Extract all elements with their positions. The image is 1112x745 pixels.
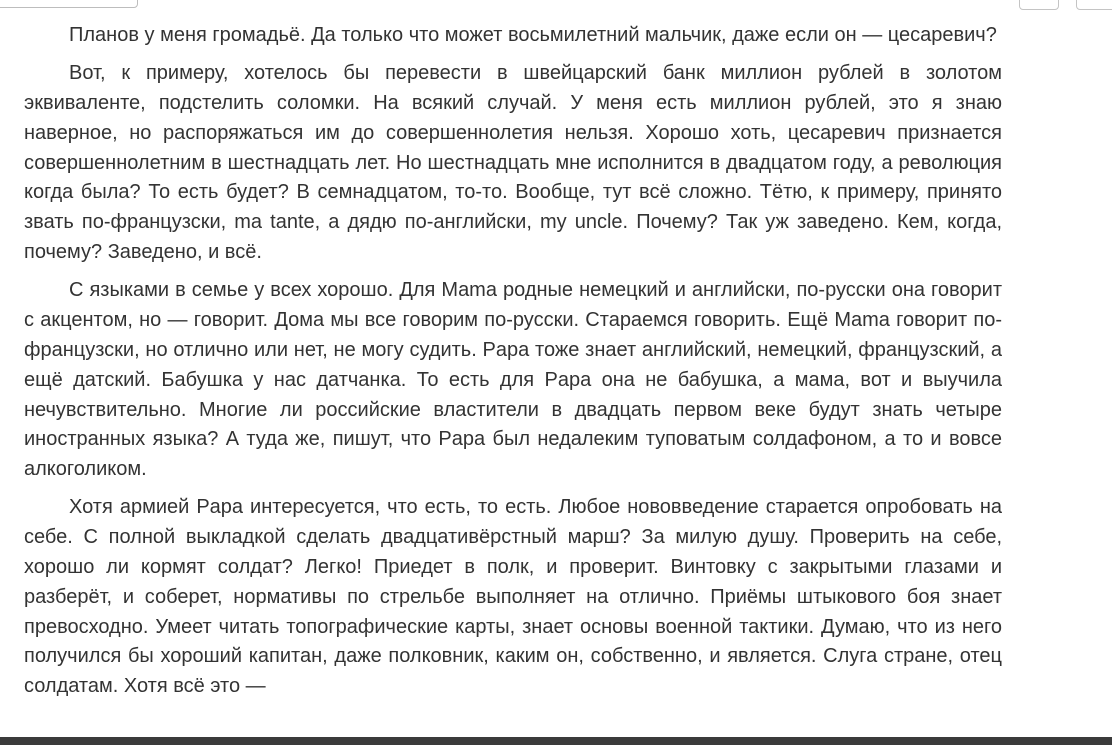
- top-toolbar: [0, 0, 1112, 12]
- paragraph: Хотя армией Papa интересуется, что есть, то есть. Любое нововведение старается опробовать на себе. С полной выкладкой сделать двадцативёрстный марш? За милую душу. Проверить на себе, хорошо ли кормят солдат? Легко! Приедет в полк, и проверит. Винтовку с закрытыми глазами и разберёт, и соберет, нормативы по стрельбе выполняет на отлично. Приёмы штыкового боя знает превосходно. Умеет читать топографические карты, знает основы военной тактики. Думаю, что из него получился бы хороший капитан, даже полковник, каким он, собственно, и является. Слуга стране, отец солдатам. Хотя всё это —: [24, 496, 1002, 698]
- toolbar-field[interactable]: [0, 0, 138, 8]
- paragraph: Вот, к примеру, хотелось бы перевести в швейцарский банк миллион рублей в золотом эквиваленте, подстелить соломки. На всякий случай. У меня есть миллион рублей, это я знаю наверное, но распоряжаться им до совершеннолетия нельзя. Хорошо хоть, цесаревич признается совершеннолетним в шестнадцать лет. Но шестнадцать мне исполнится в двадцатом году, а революция когда была? То есть будет? В семнадцатом, то-то. Вообще, тут всё сложно. Тётю, к примеру, принято звать по-французски, ma tante, а дядю по-английски, my uncle. Почему? Так уж заведено. Кем, когда, почему? Заведено, и всё.: [24, 62, 1002, 264]
- toolbar-button-wide[interactable]: [1076, 0, 1112, 10]
- paragraph: Планов у меня громадьё. Да только что может восьмилетний мальчик, даже если он — цесаревич?: [69, 24, 997, 46]
- paragraph: С языками в семье у всех хорошо. Для Mama родные немецкий и английски, по-русски она говорит с акцентом, но — говорит. Дома мы все говорим по-русски. Стараемся говорить. Ещё Mama говорит по-французски, но отлично или нет, не могу судить. Papa тоже знает английский, немецкий, французский, а ещё датский. Бабушка у нас датчанка. То есть для Papa она не бабушка, а мама, вот и выучила нечувствительно. Многие ли российские властители в двадцать первом веке будут знать четыре иностранных языка? А туда же, пишут, что Papa был недалеким туповатым солдафоном, а то и вовсе алкоголиком.: [24, 279, 1002, 481]
- toolbar-button[interactable]: [1019, 0, 1059, 10]
- bottom-bar: [0, 737, 1112, 745]
- book-text: [24, 21, 1002, 711]
